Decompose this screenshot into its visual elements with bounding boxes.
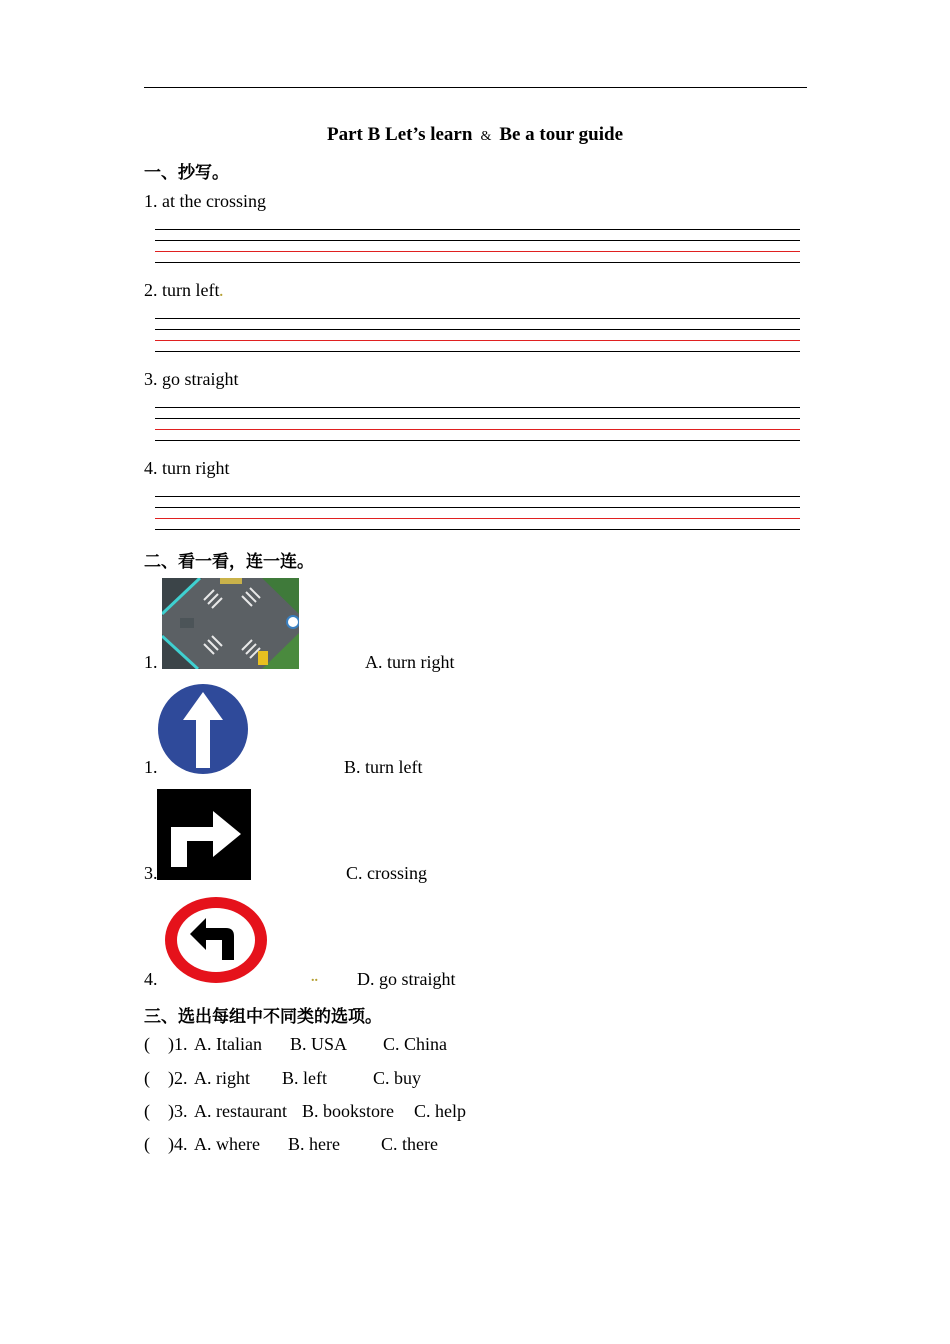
section2-heading: 二、看一看，连一连。 bbox=[144, 552, 314, 572]
title-part1: Part B Let’s learn bbox=[326, 124, 473, 145]
question-number-2: )2. bbox=[168, 1068, 188, 1088]
copy-item-2 bbox=[144, 280, 223, 301]
question-number-4: )4. bbox=[168, 1134, 188, 1154]
option-c-4: C. there bbox=[381, 1134, 438, 1154]
option-a-4: A. where bbox=[194, 1134, 260, 1154]
option-c-2: C. buy bbox=[373, 1068, 422, 1088]
answer-paren-2[interactable]: ( bbox=[144, 1068, 150, 1088]
question-number-1: )1. bbox=[168, 1034, 188, 1054]
match-option-d: D. go straight bbox=[357, 969, 456, 989]
copy-item-1: 1. at the crossing bbox=[144, 191, 266, 211]
match-option-a: A. turn right bbox=[365, 652, 455, 672]
option-b-3: B. bookstore bbox=[302, 1101, 394, 1121]
turn-right-sign-icon bbox=[157, 789, 251, 880]
match-number-4: 4. bbox=[144, 969, 158, 989]
option-b-4: B. here bbox=[288, 1134, 340, 1154]
option-a-1: A. Italian bbox=[194, 1034, 262, 1054]
title-ampersand: & bbox=[480, 129, 492, 144]
go-straight-sign-icon bbox=[157, 684, 249, 776]
stray-dots: .. bbox=[311, 970, 318, 985]
option-c-1: C. China bbox=[383, 1034, 448, 1054]
answer-paren-4[interactable]: ( bbox=[144, 1134, 150, 1154]
copy-item-2-text: 2. turn left bbox=[144, 280, 220, 300]
section1-heading: 一、抄写。 bbox=[144, 163, 229, 183]
match-number-2: 1. bbox=[144, 757, 158, 777]
copy-item-4: 4. turn right bbox=[144, 458, 230, 478]
option-a-2: A. right bbox=[194, 1068, 250, 1088]
answer-paren-1[interactable]: ( bbox=[144, 1034, 150, 1054]
option-b-1: B. USA bbox=[290, 1034, 348, 1054]
option-c-3: C. help bbox=[414, 1101, 466, 1121]
match-option-b: B. turn left bbox=[344, 757, 423, 777]
match-number-3: 3. bbox=[144, 863, 158, 883]
option-b-2: B. left bbox=[282, 1068, 327, 1088]
option-a-3: A. restaurant bbox=[194, 1101, 287, 1121]
match-option-c: C. crossing bbox=[346, 863, 427, 883]
page-title bbox=[0, 124, 950, 146]
header-rule bbox=[144, 87, 807, 88]
title-part2: Be a tour guide bbox=[499, 124, 624, 145]
turn-left-sign-icon bbox=[162, 894, 272, 986]
section3-heading: 三、选出每组中不同类的选项。 bbox=[144, 1007, 382, 1027]
copy-item-3: 3. go straight bbox=[144, 369, 239, 389]
copy-item-2-mark: . bbox=[219, 285, 223, 300]
crossing-intersection-image bbox=[162, 578, 299, 669]
match-number-1: 1. bbox=[144, 652, 158, 672]
answer-paren-3[interactable]: ( bbox=[144, 1101, 150, 1121]
question-number-3: )3. bbox=[168, 1101, 188, 1121]
